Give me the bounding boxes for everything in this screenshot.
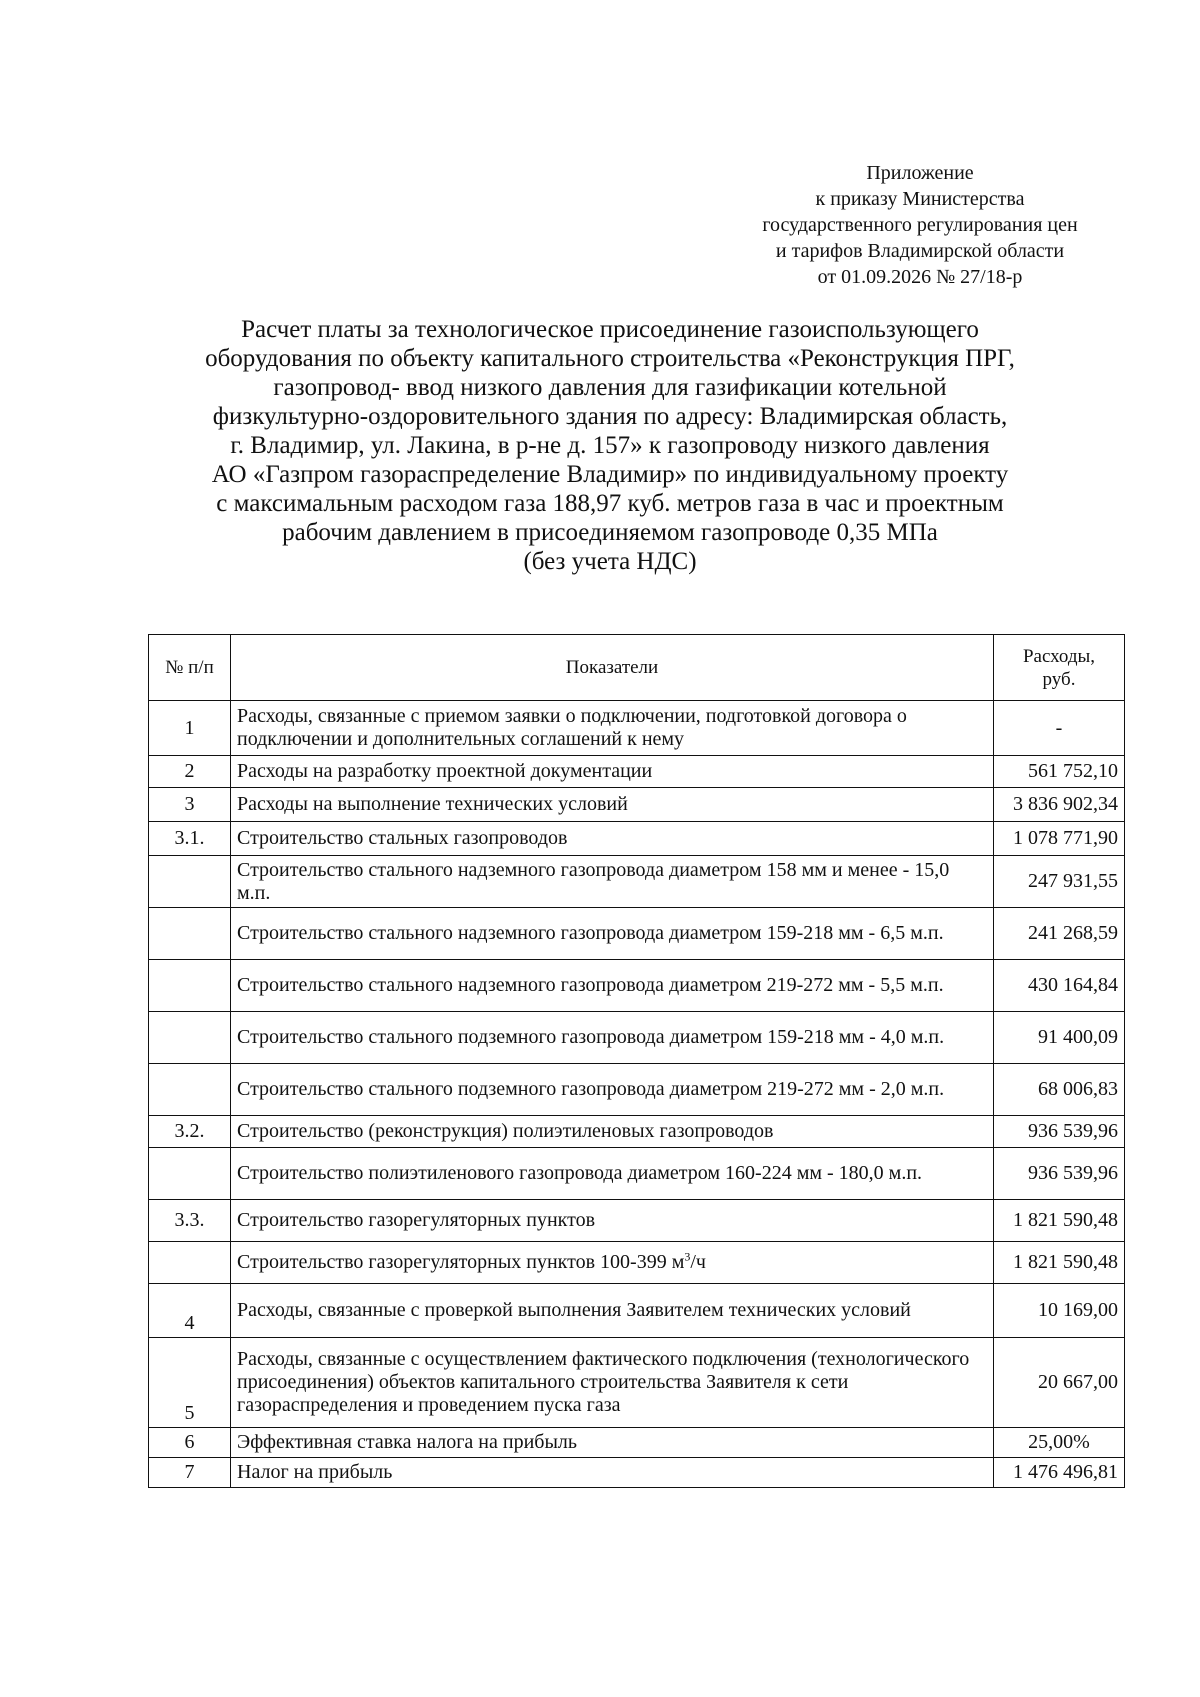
appendix-line: к приказу Министерства (815, 188, 1025, 210)
title-line: (без учета НДС) (523, 548, 697, 575)
table-row (149, 1148, 1125, 1200)
table-row (149, 756, 1125, 788)
unit-superscript: 3 (684, 1249, 691, 1264)
table-row (149, 908, 1125, 960)
row-name: Строительство стального надземного газопровода диаметром 159-218 мм - 6,5 м.п. (231, 908, 994, 960)
table-row (149, 960, 1125, 1012)
row-name: Налог на прибыль (231, 1458, 994, 1488)
title-line: г. Владимир, ул. Лакина, в р-не д. 157» к газопроводу низкого давления (230, 432, 990, 459)
row-value: 1 476 496,81 (994, 1458, 1125, 1488)
table-row (149, 1284, 1125, 1338)
row-num (149, 1242, 231, 1284)
row-name: Расходы на разработку проектной документации (231, 756, 994, 788)
row-name: Расходы, связанные с осуществлением фактического подключения (технологического присоединения) объектов капитального строительства Заявителя к сети газораспределения и проведением пуска газа (231, 1338, 994, 1428)
row-num: 6 (149, 1428, 231, 1458)
row-name: Строительство стального подземного газопровода диаметром 159-218 мм - 4,0 м.п. (231, 1012, 994, 1064)
row-name: Строительство стального надземного газопровода диаметром 219-272 мм - 5,5 м.п. (231, 960, 994, 1012)
document-title (130, 315, 1090, 576)
appendix-header (700, 160, 1140, 290)
row-value: 241 268,59 (994, 908, 1125, 960)
row-name: Эффективная ставка налога на прибыль (231, 1428, 994, 1458)
row-name: Строительство стального подземного газопровода диаметром 219-272 мм - 2,0 м.п. (231, 1064, 994, 1116)
row-num (149, 960, 231, 1012)
row-num (149, 1064, 231, 1116)
table-row (149, 1116, 1125, 1148)
row-num: 3 (149, 788, 231, 822)
row-name (231, 1242, 994, 1284)
row-num (149, 856, 231, 908)
table-row (149, 1200, 1125, 1242)
cost-table (148, 634, 1125, 1488)
table-row (149, 1428, 1125, 1458)
row-value: 91 400,09 (994, 1012, 1125, 1064)
header-indicator: Показатели (231, 635, 994, 701)
row-num: 2 (149, 756, 231, 788)
row-name-text: Строительство газорегуляторных пунктов 100-399 м (237, 1251, 685, 1273)
title-line: физкультурно-оздоровительного здания по адресу: Владимирская область, (212, 403, 1008, 430)
row-name: Строительство стального надземного газопровода диаметром 158 мм и менее - 15,0 м.п. (231, 856, 994, 908)
table-row (149, 1338, 1125, 1428)
table-row (149, 822, 1125, 856)
row-num (149, 908, 231, 960)
row-value: 1 078 771,90 (994, 822, 1125, 856)
row-name: Строительство (реконструкция) полиэтиленовых газопроводов (231, 1116, 994, 1148)
table-row (149, 1012, 1125, 1064)
row-num: 7 (149, 1458, 231, 1488)
row-num: 5 (149, 1338, 231, 1428)
row-value: 1 821 590,48 (994, 1242, 1125, 1284)
header-cost-line: руб. (1042, 668, 1076, 690)
row-value: 20 667,00 (994, 1338, 1125, 1428)
row-value: 430 164,84 (994, 960, 1125, 1012)
row-num: 3.1. (149, 822, 231, 856)
row-num (149, 1148, 231, 1200)
header-num: № п/п (149, 635, 231, 701)
appendix-line: и тарифов Владимирской области (775, 240, 1065, 262)
table-row (149, 1458, 1125, 1488)
row-name: Расходы на выполнение технических условий (231, 788, 994, 822)
row-num: 3.2. (149, 1116, 231, 1148)
row-name: Расходы, связанные с приемом заявки о подключении, подготовкой договора о подключении и дополнительных соглашений к нему (231, 701, 994, 756)
table-header-row (149, 635, 1125, 701)
appendix-line: Приложение (866, 162, 974, 184)
row-name: Строительство полиэтиленового газопровода диаметром 160-224 мм - 180,0 м.п. (231, 1148, 994, 1200)
table-row (149, 701, 1125, 756)
row-name: Расходы, связанные с проверкой выполнения Заявителем технических условий (231, 1284, 994, 1338)
table-row (149, 1064, 1125, 1116)
title-line: газопровод- ввод низкого давления для газификации котельной (273, 374, 947, 401)
row-value: 247 931,55 (994, 856, 1125, 908)
title-line: Расчет платы за технологическое присоединение газоиспользующего (241, 316, 979, 343)
appendix-line: государственного регулирования цен (762, 214, 1078, 236)
row-num (149, 1012, 231, 1064)
title-line: рабочим давлением в присоединяемом газопроводе 0,35 МПа (282, 519, 938, 546)
row-value: 1 821 590,48 (994, 1200, 1125, 1242)
row-value: 3 836 902,34 (994, 788, 1125, 822)
row-name-suffix: /ч (690, 1251, 706, 1273)
row-value: 68 006,83 (994, 1064, 1125, 1116)
row-num: 4 (149, 1284, 231, 1338)
table-row (149, 788, 1125, 822)
header-cost-line: Расходы, (1022, 645, 1096, 667)
row-value: 25,00% (994, 1428, 1125, 1458)
row-value: - (994, 701, 1125, 756)
row-name: Строительство газорегуляторных пунктов (231, 1200, 994, 1242)
row-num: 3.3. (149, 1200, 231, 1242)
table-row (149, 856, 1125, 908)
row-value: 561 752,10 (994, 756, 1125, 788)
appendix-line: от 01.09.2026 № 27/18-р (817, 266, 1023, 288)
row-num: 1 (149, 701, 231, 756)
title-line: оборудования по объекту капитального строительства «Реконструкция ПРГ, (205, 345, 1015, 372)
row-value: 10 169,00 (994, 1284, 1125, 1338)
table-row (149, 1242, 1125, 1284)
row-value: 936 539,96 (994, 1148, 1125, 1200)
title-line: с максимальным расходом газа 188,97 куб. метров газа в час и проектным (216, 490, 1004, 517)
row-name: Строительство стальных газопроводов (231, 822, 994, 856)
header-cost (994, 635, 1125, 701)
title-line: АО «Газпром газораспределение Владимир» по индивидуальному проекту (211, 461, 1009, 488)
row-value: 936 539,96 (994, 1116, 1125, 1148)
